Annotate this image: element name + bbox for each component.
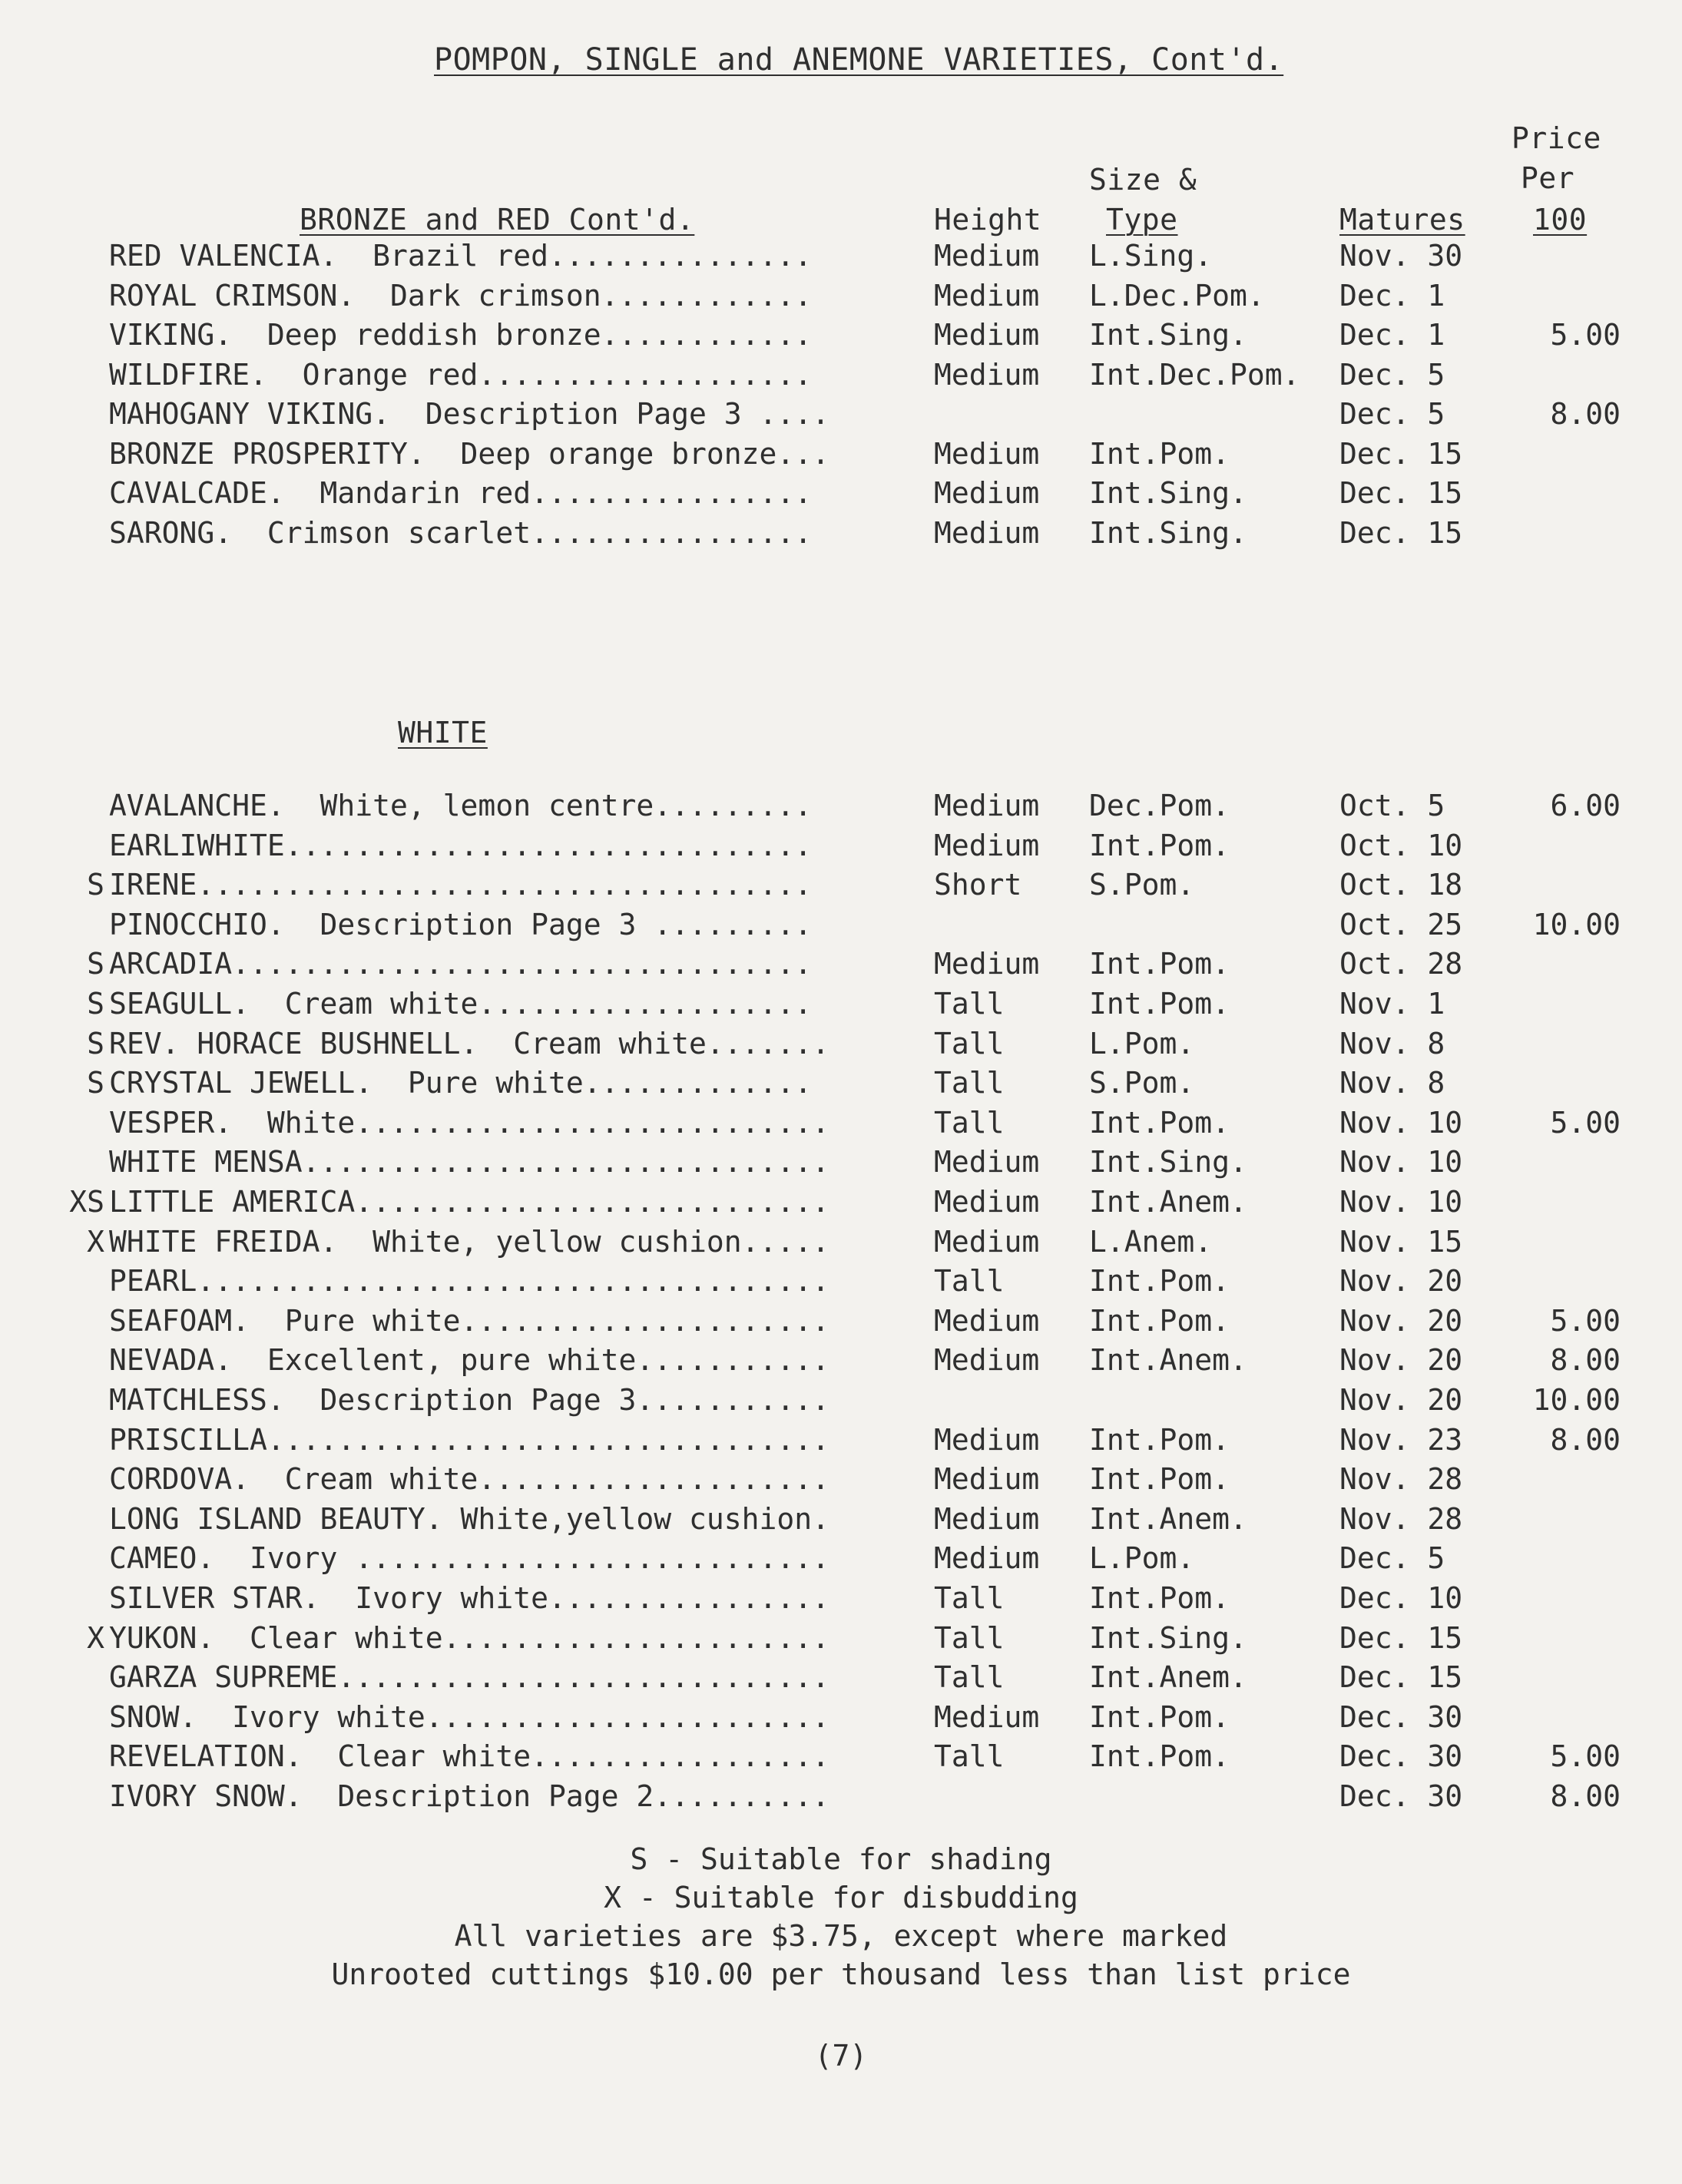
variety-price: 5.00	[1550, 1739, 1621, 1774]
variety-row	[0, 1460, 1682, 1498]
variety-name: AVALANCHE. White, lemon centre.........	[109, 789, 813, 822]
variety-type: L.Sing.	[1089, 239, 1213, 273]
variety-matures: Dec. 15	[1339, 436, 1463, 471]
variety-mark: S	[87, 1066, 104, 1100]
variety-row	[0, 1737, 1682, 1775]
variety-row	[0, 1777, 1682, 1815]
variety-row	[0, 1143, 1682, 1181]
section-heading-white: WHITE	[398, 716, 488, 750]
variety-row	[0, 1698, 1682, 1736]
variety-matures: Dec. 5	[1339, 357, 1445, 392]
variety-name: PINOCCHIO. Description Page 3 .........	[109, 907, 813, 941]
variety-matures: Nov. 10	[1339, 1185, 1463, 1219]
variety-mark: S	[87, 868, 104, 902]
variety-height: Medium	[934, 1185, 1040, 1219]
variety-type: L.Anem.	[1089, 1224, 1213, 1259]
variety-name: VIKING. Deep reddish bronze............	[109, 318, 813, 352]
variety-matures: Nov. 20	[1339, 1303, 1463, 1338]
variety-height: Tall	[934, 1264, 1005, 1299]
variety-row	[0, 826, 1682, 865]
variety-type: Int.Pom.	[1089, 436, 1230, 471]
variety-name: VESPER. White...........................	[109, 1105, 829, 1140]
variety-height: Medium	[934, 1145, 1040, 1180]
variety-name: IVORY SNOW. Description Page 2..........	[109, 1779, 829, 1813]
variety-name: NEVADA. Excellent, pure white...........	[109, 1343, 829, 1378]
variety-row	[0, 1262, 1682, 1300]
variety-name: PRISCILLA................................	[109, 1422, 829, 1457]
header-price-line3: 100	[1533, 203, 1588, 237]
variety-matures: Nov. 23	[1339, 1422, 1463, 1457]
variety-height: Medium	[934, 1699, 1040, 1734]
variety-matures: Nov. 30	[1339, 239, 1463, 273]
header-price-line1: Price	[1511, 121, 1601, 155]
variety-row	[0, 1223, 1682, 1261]
variety-type: Int.Pom.	[1089, 1303, 1230, 1338]
variety-row	[0, 514, 1682, 552]
variety-name: ARCADIA.................................	[109, 947, 813, 981]
variety-row	[0, 1421, 1682, 1459]
variety-type: Int.Dec.Pom.	[1089, 357, 1300, 392]
variety-matures: Nov. 20	[1339, 1343, 1463, 1378]
variety-type: Int.Pom.	[1089, 1581, 1230, 1615]
header-matures: Matures	[1339, 203, 1465, 237]
variety-type: L.Pom.	[1089, 1026, 1195, 1061]
variety-name: EARLIWHITE..............................	[109, 828, 813, 862]
variety-row	[0, 865, 1682, 904]
variety-row	[0, 435, 1682, 473]
variety-name: YUKON. Clear white......................	[109, 1620, 829, 1655]
variety-price: 8.00	[1550, 1343, 1621, 1378]
variety-matures: Nov. 10	[1339, 1105, 1463, 1140]
variety-type: S.Pom.	[1089, 868, 1195, 902]
variety-type: Int.Pom.	[1089, 1264, 1230, 1299]
variety-type: Int.Sing.	[1089, 476, 1247, 510]
variety-type: Int.Sing.	[1089, 318, 1247, 352]
variety-matures: Dec. 1	[1339, 278, 1445, 313]
variety-matures: Dec. 15	[1339, 476, 1463, 510]
variety-height: Medium	[934, 239, 1040, 273]
variety-height: Tall	[934, 987, 1005, 1021]
variety-row	[0, 1539, 1682, 1577]
variety-name: REV. HORACE BUSHNELL. Cream white.......	[109, 1026, 829, 1061]
variety-matures: Dec. 30	[1339, 1699, 1463, 1734]
variety-height: Medium	[934, 436, 1040, 471]
variety-price: 8.00	[1550, 397, 1621, 431]
variety-row	[0, 786, 1682, 825]
variety-height: Medium	[934, 1462, 1040, 1497]
variety-matures: Nov. 20	[1339, 1383, 1463, 1417]
variety-type: Int.Anem.	[1089, 1660, 1247, 1695]
variety-type: Int.Anem.	[1089, 1185, 1247, 1219]
variety-name: PEARL....................................	[109, 1264, 829, 1299]
variety-name: RED VALENCIA. Brazil red...............	[109, 239, 813, 273]
variety-row	[0, 1302, 1682, 1340]
variety-type: Dec.Pom.	[1089, 789, 1230, 822]
variety-row	[0, 1381, 1682, 1419]
variety-name: CORDOVA. Cream white....................	[109, 1462, 829, 1497]
page-title: POMPON, SINGLE and ANEMONE VARIETIES, Cont'd.	[434, 42, 1284, 78]
variety-row	[0, 1619, 1682, 1657]
page-number: (7)	[814, 2039, 868, 2073]
variety-matures: Nov. 10	[1339, 1145, 1463, 1180]
variety-name: ROYAL CRIMSON. Dark crimson............	[109, 278, 813, 313]
variety-price: 10.00	[1532, 1383, 1621, 1417]
variety-matures: Oct. 28	[1339, 947, 1463, 981]
variety-name: LONG ISLAND BEAUTY. White,yellow cushion.	[109, 1501, 829, 1536]
variety-type: L.Dec.Pom.	[1089, 278, 1265, 313]
variety-height: Medium	[934, 947, 1040, 981]
header-type: Type	[1106, 203, 1178, 237]
variety-height: Medium	[934, 828, 1040, 862]
footnote-disbudding: X - Suitable for disbudding	[604, 1881, 1078, 1914]
variety-price: 5.00	[1550, 1303, 1621, 1338]
variety-type: L.Pom.	[1089, 1541, 1195, 1576]
variety-type: Int.Pom.	[1089, 1422, 1230, 1457]
variety-row	[0, 474, 1682, 512]
variety-height: Medium	[934, 1422, 1040, 1457]
variety-row	[0, 276, 1682, 315]
section-heading-bronze: BRONZE and RED Cont'd.	[300, 203, 695, 237]
variety-height: Medium	[934, 476, 1040, 510]
variety-height: Medium	[934, 1541, 1040, 1576]
variety-row	[0, 1579, 1682, 1617]
variety-matures: Dec. 15	[1339, 1620, 1463, 1655]
variety-mark: S	[87, 947, 104, 981]
variety-type: Int.Sing.	[1089, 1145, 1247, 1180]
variety-type: Int.Pom.	[1089, 1105, 1230, 1140]
variety-height: Tall	[934, 1660, 1005, 1695]
variety-name: GARZA SUPREME............................	[109, 1660, 829, 1695]
variety-type: Int.Pom.	[1089, 828, 1230, 862]
variety-type: Int.Pom.	[1089, 947, 1230, 981]
footnote-shading: S - Suitable for shading	[630, 1842, 1052, 1876]
variety-height: Tall	[934, 1066, 1005, 1100]
variety-type: Int.Sing.	[1089, 515, 1247, 550]
variety-name: SARONG. Crimson scarlet................	[109, 515, 813, 550]
variety-matures: Dec. 5	[1339, 397, 1445, 431]
variety-height: Tall	[934, 1026, 1005, 1061]
variety-height: Medium	[934, 357, 1040, 392]
variety-row	[0, 1341, 1682, 1379]
header-size-line1: Size &	[1089, 163, 1197, 197]
variety-name: LITTLE AMERICA...........................	[109, 1185, 829, 1219]
variety-height: Medium	[934, 1501, 1040, 1536]
variety-matures: Dec. 15	[1339, 1660, 1463, 1695]
variety-matures: Oct. 5	[1339, 789, 1445, 822]
variety-type: Int.Pom.	[1089, 987, 1230, 1021]
variety-name: BRONZE PROSPERITY. Deep orange bronze...	[109, 436, 829, 471]
variety-height: Tall	[934, 1739, 1005, 1774]
variety-height: Medium	[934, 318, 1040, 352]
variety-name: SEAFOAM. Pure white.....................	[109, 1303, 829, 1338]
variety-row	[0, 1064, 1682, 1102]
variety-name: WHITE FREIDA. White, yellow cushion.....	[109, 1224, 829, 1259]
variety-name: WILDFIRE. Orange red...................	[109, 357, 813, 392]
variety-matures: Nov. 8	[1339, 1066, 1445, 1100]
variety-height: Medium	[934, 789, 1040, 822]
variety-height: Medium	[934, 1303, 1040, 1338]
variety-matures: Dec. 10	[1339, 1581, 1463, 1615]
footnote-base-price: All varieties are $3.75, except where marked	[454, 1919, 1228, 1953]
variety-height: Medium	[934, 278, 1040, 313]
variety-row	[0, 1183, 1682, 1221]
variety-name: SNOW. Ivory white.......................	[109, 1699, 829, 1734]
variety-height: Medium	[934, 1224, 1040, 1259]
variety-row	[0, 984, 1682, 1023]
variety-matures: Oct. 25	[1339, 907, 1463, 941]
variety-height: Tall	[934, 1581, 1005, 1615]
variety-price: 8.00	[1550, 1422, 1621, 1457]
variety-name: CRYSTAL JEWELL. Pure white.............	[109, 1066, 813, 1100]
variety-matures: Dec. 15	[1339, 515, 1463, 550]
variety-height: Tall	[934, 1105, 1005, 1140]
variety-matures: Dec. 5	[1339, 1541, 1445, 1576]
variety-name: MAHOGANY VIKING. Description Page 3 ....	[109, 397, 829, 431]
variety-matures: Oct. 18	[1339, 868, 1463, 902]
variety-matures: Dec. 30	[1339, 1779, 1463, 1813]
variety-name: CAMEO. Ivory ...........................	[109, 1541, 829, 1576]
variety-row	[0, 356, 1682, 394]
variety-row	[0, 905, 1682, 944]
footnote-unrooted: Unrooted cuttings $10.00 per thousand less than list price	[331, 1957, 1351, 1991]
variety-price: 5.00	[1550, 1105, 1621, 1140]
variety-type: Int.Pom.	[1089, 1462, 1230, 1497]
variety-row	[0, 1104, 1682, 1142]
variety-name: SILVER STAR. Ivory white................	[109, 1581, 829, 1615]
variety-matures: Dec. 30	[1339, 1739, 1463, 1774]
variety-row	[0, 1024, 1682, 1063]
variety-row	[0, 1658, 1682, 1696]
variety-matures: Nov. 8	[1339, 1026, 1445, 1061]
variety-mark: S	[87, 1026, 104, 1061]
variety-price: 8.00	[1550, 1779, 1621, 1813]
variety-row	[0, 395, 1682, 433]
variety-height: Short	[934, 868, 1022, 902]
header-height: Height	[934, 203, 1042, 237]
variety-name: WHITE MENSA..............................	[109, 1145, 829, 1180]
variety-row	[0, 237, 1682, 275]
variety-type: Int.Pom.	[1089, 1739, 1230, 1774]
variety-height: Tall	[934, 1620, 1005, 1655]
variety-type: Int.Anem.	[1089, 1501, 1247, 1536]
variety-matures: Nov. 28	[1339, 1501, 1463, 1536]
variety-type: Int.Anem.	[1089, 1343, 1247, 1378]
variety-row	[0, 1500, 1682, 1538]
variety-row	[0, 945, 1682, 983]
variety-height: Medium	[934, 515, 1040, 550]
variety-name: MATCHLESS. Description Page 3...........	[109, 1383, 829, 1417]
variety-mark: X	[87, 1224, 104, 1259]
variety-name: CAVALCADE. Mandarin red................	[109, 476, 813, 510]
variety-type: Int.Pom.	[1089, 1699, 1230, 1734]
variety-type: Int.Sing.	[1089, 1620, 1247, 1655]
variety-price: 6.00	[1550, 789, 1621, 822]
variety-row	[0, 316, 1682, 354]
variety-mark: X	[87, 1620, 104, 1655]
variety-mark: XS	[69, 1185, 104, 1219]
variety-matures: Nov. 15	[1339, 1224, 1463, 1259]
header-price-line2: Per	[1521, 161, 1575, 195]
variety-name: SEAGULL. Cream white...................	[109, 987, 813, 1021]
variety-matures: Oct. 10	[1339, 828, 1463, 862]
variety-name: REVELATION. Clear white.................	[109, 1739, 829, 1774]
variety-matures: Nov. 20	[1339, 1264, 1463, 1299]
variety-type: S.Pom.	[1089, 1066, 1195, 1100]
variety-matures: Nov. 28	[1339, 1462, 1463, 1497]
variety-name: IRENE...................................	[109, 868, 813, 902]
variety-matures: Nov. 1	[1339, 987, 1445, 1021]
variety-price: 10.00	[1532, 907, 1621, 941]
variety-matures: Dec. 1	[1339, 318, 1445, 352]
variety-price: 5.00	[1550, 318, 1621, 352]
variety-mark: S	[87, 987, 104, 1021]
variety-height: Medium	[934, 1343, 1040, 1378]
